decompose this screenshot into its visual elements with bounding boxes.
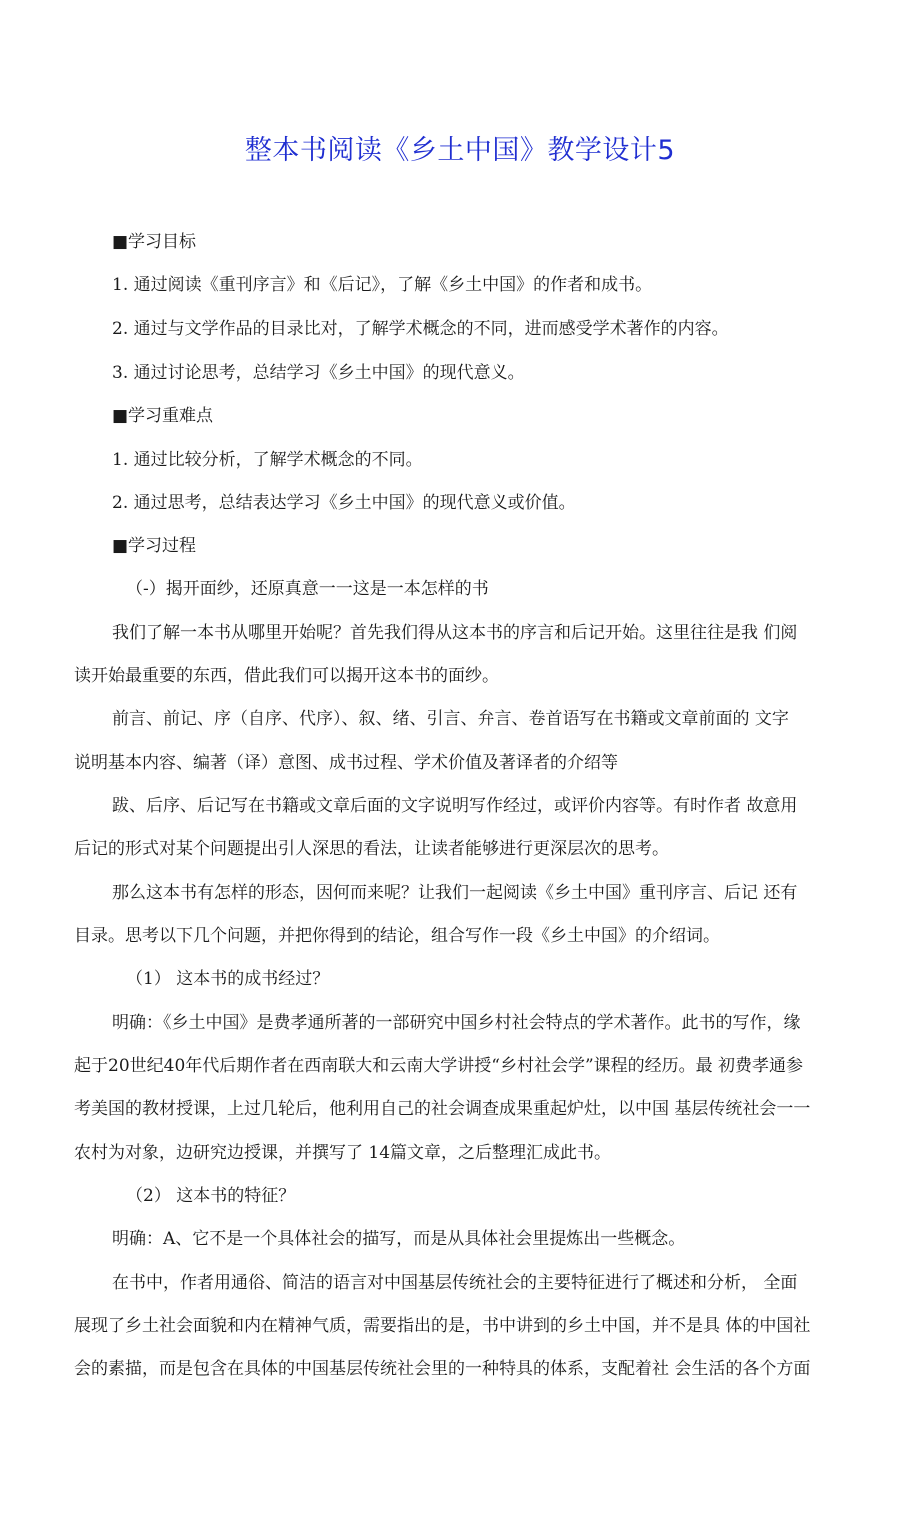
paragraph-line: 说明基本内容、编著（译）意图、成书过程、学术价值及著译者的介绍等 (74, 753, 618, 773)
paragraph-line: 读开始最重要的东西，借此我们可以揭开这本书的面纱。 (74, 666, 499, 686)
question-item: （1） 这本书的成书经过？ (126, 969, 330, 989)
objective-item: 2. 通过与文学作品的目录比对，了解学术概念的不同，进而感受学术著作的内容。 (112, 319, 729, 339)
paragraph-line: 会的素描，而是包含在具体的中国基层传统社会里的一种特具的体系，支配着社 会生活的各个方面 (74, 1359, 811, 1379)
paragraph-line: 目录。思考以下几个问题，并把你得到的结论，组合写作一段《乡土中国》的介绍词。 (74, 926, 720, 946)
objectives-heading: ■学习目标 (112, 232, 197, 252)
paragraph-line: 那么这本书有怎样的形态，因何而来呢？让我们一起阅读《乡土中国》重刊序言、后记 还有 (112, 883, 798, 903)
paragraph-line: 展现了乡土社会面貌和内在精神气质，需要指出的是，书中讲到的乡土中国，并不是具 体的中国社 (74, 1316, 811, 1336)
paragraph-line: 明确：A、它不是一个具体社会的描写，而是从具体社会里提炼出一些概念。 (112, 1229, 686, 1249)
paragraph-line: 后记的形式对某个问题提出引人深思的看法，让读者能够进行更深层次的思考。 (74, 839, 669, 859)
paragraph-line: 前言、前记、序（自序、代序）、叙、绪、引言、弁言、卷首语写在书籍或文章前面的 文字 (112, 709, 789, 729)
paragraph-line: 跋、后序、后记写在书籍或文章后面的文字说明写作经过，或评价内容等。有时作者 故意用 (112, 796, 798, 816)
process-heading: ■学习过程 (112, 536, 197, 556)
difficulty-item: 1. 通过比较分析，了解学术概念的不同。 (112, 450, 423, 470)
paragraph-line: 考美国的教材授课，上过几轮后，他利用自己的社会调查成果重起炉灶，以中国 基层传统社会一一 (74, 1099, 811, 1119)
difficulty-item: 2. 通过思考，总结表达学习《乡土中国》的现代意义或价值。 (112, 493, 576, 513)
section-subheading: （-）揭开面纱，还原真意一一这是一本怎样的书 (126, 579, 489, 599)
objective-item: 1. 通过阅读《重刊序言》和《后记》，了解《乡土中国》的作者和成书。 (112, 275, 653, 295)
paragraph-line: 起于20世纪40年代后期作者在西南联大和云南大学讲授“乡村社会学”课程的经历。最 初费孝通参 (74, 1056, 804, 1076)
paragraph-line: 农村为对象，边研究边授课，并撰写了 14篇文章，之后整理汇成此书。 (74, 1143, 612, 1163)
objective-item: 3. 通过讨论思考，总结学习《乡土中国》的现代意义。 (112, 363, 525, 383)
paragraph-line: 我们了解一本书从哪里开始呢？首先我们得从这本书的序言和后记开始。这里往往是我 们阅 (112, 623, 798, 643)
page-title: 整本书阅读《乡土中国》教学设计5 (244, 135, 676, 166)
paragraph-line: 在书中，作者用通俗、简洁的语言对中国基层传统社会的主要特征进行了概述和分析， 全面 (112, 1273, 798, 1293)
question-item: （2） 这本书的特征？ (126, 1186, 296, 1206)
paragraph-line: 明确：《乡土中国》是费孝通所著的一部研究中国乡村社会特点的学术著作。此书的写作，缘 (112, 1013, 801, 1033)
difficulty-heading: ■学习重难点 (112, 406, 214, 426)
